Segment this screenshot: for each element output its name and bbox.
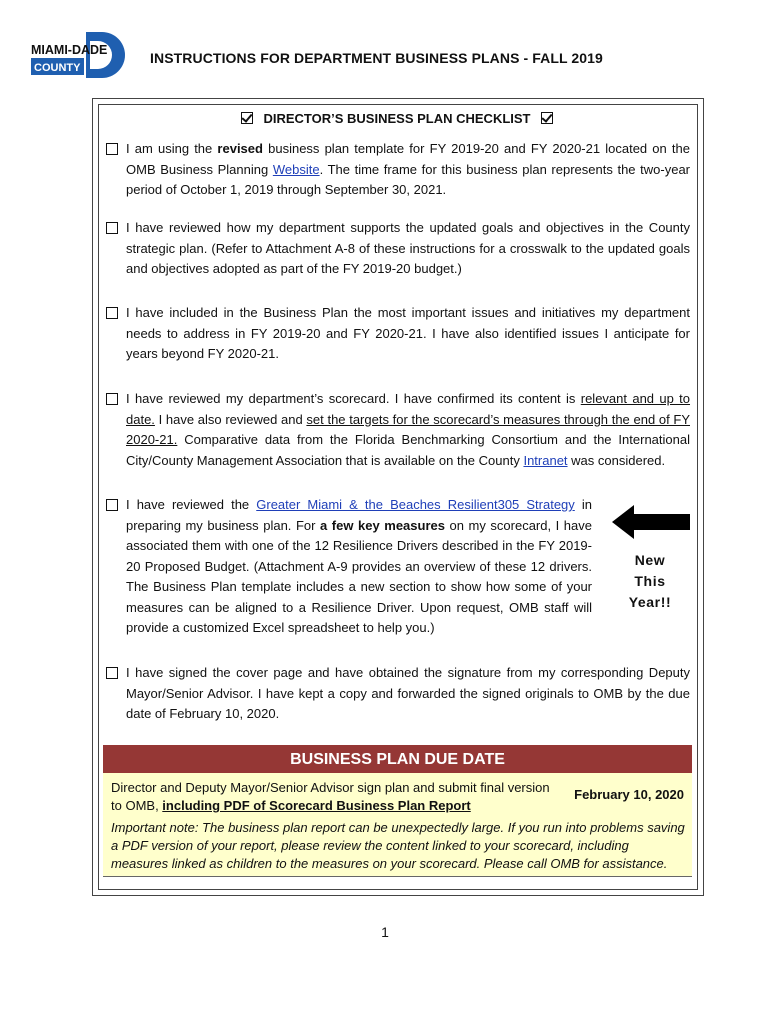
- checklist-item-text: I have reviewed how my department supports the updated goals and objectives in the County strategic plan. (Refer to Attachment A-8 of these instructions for a crosswalk to the updated goals and objectives adopted as part of the FY 2019-20 budget.): [126, 220, 690, 276]
- svg-text:COUNTY: COUNTY: [34, 62, 81, 74]
- checkbox[interactable]: [106, 667, 118, 679]
- checklist-item-issues: [106, 303, 690, 365]
- checked-box-icon: [541, 112, 553, 124]
- checkbox[interactable]: [106, 222, 118, 234]
- left-arrow-icon: [612, 505, 690, 539]
- due-date-panel: [103, 773, 692, 877]
- checklist-item-scorecard: [106, 389, 690, 471]
- checklist-title: [98, 111, 696, 126]
- checklist-item-text: I have signed the cover page and have obtained the signature from my corresponding Deputy Mayor/Senior Advisor. I have kept a copy and forwarded the signed originals to OMB by the due date of February 10, 2020.: [126, 665, 690, 721]
- due-date-header: BUSINESS PLAN DUE DATE: [103, 745, 692, 773]
- checkbox[interactable]: [106, 307, 118, 319]
- svg-text:MIAMI-DADE: MIAMI-DADE: [31, 43, 108, 57]
- document-title: INSTRUCTIONS FOR DEPARTMENT BUSINESS PLANS - FALL 2019: [150, 50, 603, 66]
- important-note: Important note: The business plan report can be unexpectedly large. If you run into problems saving a PDF version of your report, please review the content linked to your scorecard, including measures linked as children to the measures on your scorecard. Please call OMB for assistance.: [111, 820, 685, 871]
- resilient305-strategy-link[interactable]: Greater Miami & the Beaches Resilient305 Strategy: [256, 497, 575, 512]
- checkbox[interactable]: [106, 393, 118, 405]
- miami-dade-county-logo: [28, 32, 126, 78]
- website-link[interactable]: Website: [272, 161, 320, 177]
- checklist-item-signatures: [106, 663, 690, 725]
- new-this-year-callout: New This Year!!: [628, 552, 672, 610]
- checklist-item-template: [106, 139, 690, 201]
- page-number: 1: [381, 924, 389, 940]
- due-date-value: February 10, 2020: [574, 787, 684, 802]
- checklist-item-strategic-plan: [106, 218, 690, 280]
- intranet-link[interactable]: Intranet: [523, 452, 568, 468]
- checklist-item-text: I have reviewed the Greater Miami & the Beaches Resilient305 Strategy in preparing my business plan. For a few key measures on my scorecard, I have associated them with one of the 12 Resilience Drivers described in the FY 2019-20 Proposed Budget. (Attachment A-9 provides an overview of these 12 drivers. The Business Plan template includes a new section to show how some of your measures can be aligned to a Resilience Driver. Upon request, OMB staff will provide a customized Excel spreadsheet to help you.): [126, 497, 593, 635]
- checklist-item-resilience: [106, 495, 592, 639]
- checkbox[interactable]: [106, 499, 118, 511]
- due-date-description: Director and Deputy Mayor/Senior Advisor sign plan and submit final version to OMB, including PDF of Scorecard Business Plan Report: [111, 780, 550, 813]
- checkbox[interactable]: [106, 143, 118, 155]
- checklist-item-text: I have reviewed my department’s scorecard. I have confirmed its content is relevant and up to date. I have also reviewed and set the targets for the scorecard’s measures through the end of FY 2020-21. Comparative data from the Florida Benchmarking Consortium and the International City/County Management Association that is available on the County Intranet was considered.: [126, 391, 691, 468]
- checklist-item-text: I have included in the Business Plan the most important issues and initiatives my department needs to address in FY 2019-20 and FY 2020-21. I have also identified issues I anticipate for years beyond FY 2020-21.: [126, 305, 690, 361]
- checklist-item-text: I am using the revised business plan template for FY 2019-20 and FY 2020-21 located on the OMB Business Planning Website. The time frame for this business plan represents the two-year period of October 1, 2019 through September 30, 2021.: [126, 141, 691, 197]
- checklist-title-text: DIRECTOR’S BUSINESS PLAN CHECKLIST: [263, 111, 531, 126]
- checked-box-icon: [241, 112, 253, 124]
